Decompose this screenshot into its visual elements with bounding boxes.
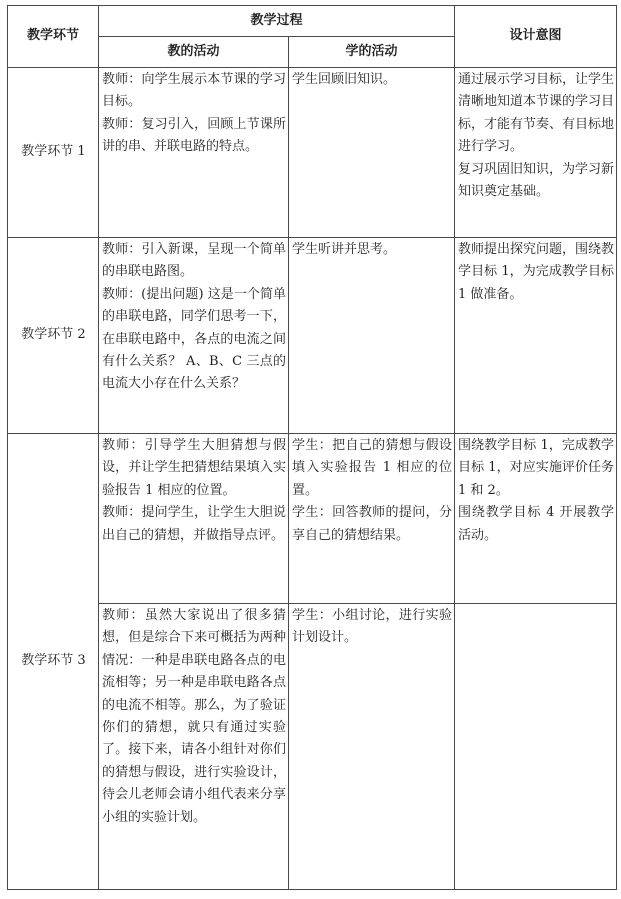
stage-cell: 教学环节 2 [8, 238, 99, 434]
design-intent-cell: 围绕教学目标 1，完成教学目标 1，对应实施评价任务 1 和 2。 围绕教学目标 4 开展教学活动。 [455, 434, 617, 604]
header-stage: 教学环节 [8, 6, 99, 68]
design-intent-cell: 教师提出探究问题，围绕教学目标 1，为完成教学目标 1 做准备。 [455, 238, 617, 434]
design-intent-cell: 通过展示学习目标，让学生清晰地知道本节课的学习目标，才能有节奏、有目标地进行学习。 复习巩固旧知识，为学习新知识奠定基础。 [455, 68, 617, 238]
stage-cell: 教学环节 1 [8, 68, 99, 238]
student-activity-cell: 学生回顾旧知识。 [289, 68, 455, 238]
table-row [8, 68, 617, 238]
teacher-activity-cell: 教师：虽然大家说出了很多猜想，但是综合下来可概括为两种情况：一种是串联电路各点的电流相等；另一种是串联电路各点的电流不相等。那么，为了验证你们的猜想，就只有通过实验了。接下来，请各小组针对你们的猜想与假设，进行实验设计，待会儿老师会请小组代表来分享小组的实验计划。 [99, 604, 289, 890]
teacher-activity-cell: 教师：引入新课，呈现一个简单的串联电路图。 教师：(提出问题) 这是一个简单的串联电路，同学们思考一下，在串联电路中，各点的电流之间有什么关系？ A、B、C 三点的电流大小存在什么关系？ [99, 238, 289, 434]
lesson-plan-table [7, 5, 617, 890]
student-activity-cell: 学生：小组讨论，进行实验计划设计。 [289, 604, 455, 890]
student-activity-cell: 学生听讲并思考。 [289, 238, 455, 434]
design-intent-cell [455, 604, 617, 890]
table-row [8, 238, 617, 434]
table-row [8, 434, 617, 604]
header-row-1 [8, 6, 617, 37]
table-row [8, 604, 617, 890]
header-process: 教学过程 [99, 6, 455, 37]
header-student-activity: 学的活动 [289, 37, 455, 68]
header-teacher-activity: 教的活动 [99, 37, 289, 68]
header-design-intent: 设计意图 [455, 6, 617, 68]
teacher-activity-cell: 教师：向学生展示本节课的学习目标。 教师：复习引入，回顾上节课所讲的串、并联电路的特点。 [99, 68, 289, 238]
student-activity-cell: 学生：把自己的猜想与假设填入实验报告 1 相应的位置。 学生：回答教师的提问，分享自己的猜想结果。 [289, 434, 455, 604]
teacher-activity-cell: 教师：引导学生大胆猜想与假设，并让学生把猜想结果填入实验报告 1 相应的位置。 教师：提问学生，让学生大胆说出自己的猜想，并做指导点评。 [99, 434, 289, 604]
stage-cell: 教学环节 3 [8, 434, 99, 890]
